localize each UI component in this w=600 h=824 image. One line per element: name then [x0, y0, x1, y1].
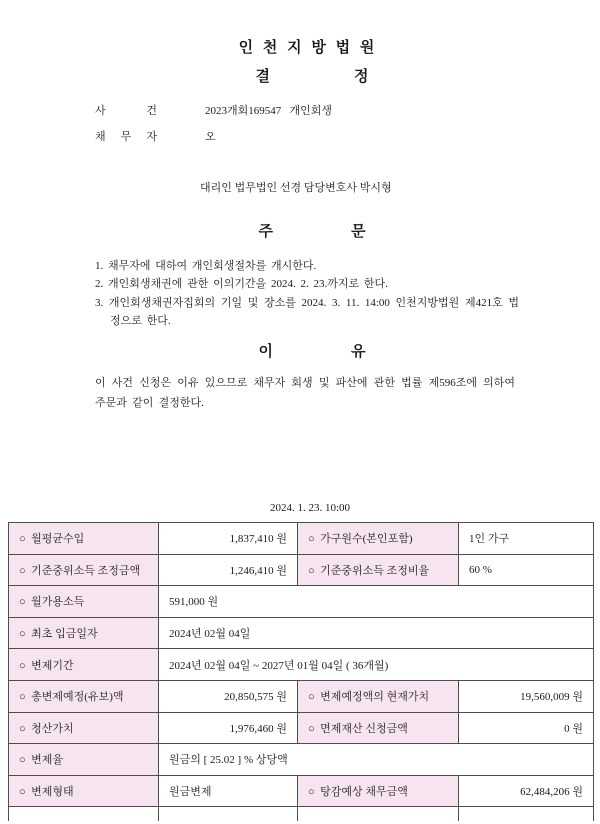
order-heading [12, 224, 600, 240]
row-label: ○ 최초 입금일자 [9, 617, 159, 649]
row-label: ○ 청산가치 [9, 712, 159, 744]
row-label: ○ 변제기간 [9, 649, 159, 681]
row-value: 1,837,410 원 [159, 523, 298, 555]
table-row-median-income-adjusted [9, 554, 594, 586]
row-cell [9, 807, 159, 821]
table-row-repayment-rate [9, 744, 594, 776]
row-label: ○ 월평균수입 [9, 523, 159, 555]
order-item-2: 2. 개인회생채권에 관한 이의기간을 2024. 2. 23.까지로 한다. [95, 278, 388, 291]
row-label: ○ 탕감예상 채무금액 [298, 775, 459, 807]
case-label: 사 건 [95, 105, 157, 117]
row-label: ○ 변제예정액의 현재가치 [298, 680, 459, 712]
row-value: 1,246,410 원 [159, 554, 298, 586]
doc-type-heading [12, 69, 600, 85]
order-item-3: 3. 개인회생채권자집회의 기일 및 장소를 2024. 3. 11. 14:00 인천지방법원 제421호 법정으로 한다. [95, 296, 519, 327]
table-row-total-planned-repayment [9, 680, 594, 712]
table-row-repayment-form [9, 775, 594, 807]
order-item-1: 1. 채무자에 대하여 개인회생절차를 개시한다. [95, 260, 317, 272]
court-name-text: 인 천 지 방 법 원 [238, 40, 378, 56]
table-row-repayment-period [9, 649, 594, 681]
table-row-liquidation-value [9, 712, 594, 744]
row-cell [159, 807, 298, 821]
row-value: 20,850,575 원 [159, 680, 298, 712]
debtor-row [95, 130, 216, 144]
row-cell [459, 807, 594, 821]
reason-body [95, 373, 515, 413]
debtor-name: 오 [205, 131, 216, 143]
row-label: ○ 가구원수(본인포함) [298, 523, 459, 555]
row-value: 2024년 02월 04일 [159, 617, 594, 649]
row-label: ○ 기준중위소득 조정금액 [9, 554, 159, 586]
reason-text: 이 사건 신청은 이유 있으므로 채무자 회생 및 파산에 관한 법률 제596조에 의하여 주문과 같이 결정한다. [95, 377, 515, 409]
row-value: 19,560,009 원 [459, 680, 594, 712]
table-row-monthly-income [9, 523, 594, 555]
row-value: 591,000 원 [159, 586, 594, 618]
decision-datetime: 2024. 1. 23. 10:00 [269, 502, 351, 514]
repayment-plan-table [8, 522, 594, 821]
row-cell [298, 807, 459, 821]
table-row-disposable-income [9, 586, 594, 618]
row-value: 60 % [459, 554, 594, 586]
row-label: ○ 총변제예정(유보)액 [9, 680, 159, 712]
row-label: ○ 월가용소득 [9, 586, 159, 618]
row-value: 원금변제 [159, 775, 298, 807]
row-value: 1,976,460 원 [159, 712, 298, 744]
case-number: 2023개회169547 개인회생 [205, 105, 333, 117]
doc-type-text: 결 정 [255, 69, 369, 85]
row-value: 2024년 02월 04일 ~ 2027년 01월 04일 ( 36개월) [159, 649, 594, 681]
row-value: 62,484,206 원 [459, 775, 594, 807]
table-row-clipped [9, 807, 594, 821]
table-row-first-deposit-date [9, 617, 594, 649]
row-value: 0 원 [459, 712, 594, 744]
reason-heading [12, 344, 600, 360]
row-value: 1인 가구 [459, 523, 594, 555]
order-heading-text: 주 문 [258, 224, 366, 240]
reason-heading-text: 이 유 [258, 344, 366, 360]
row-label: ○ 변제형태 [9, 775, 159, 807]
debtor-label: 채 무 자 [95, 131, 157, 143]
row-label: ○ 면제재산 신청금액 [298, 712, 459, 744]
row-value: 원금의 [ 25.02 ] % 상당액 [159, 744, 594, 776]
row-label: ○ 변제율 [9, 744, 159, 776]
order-items [95, 257, 519, 330]
row-label: ○ 기준중위소득 조정비율 [298, 554, 459, 586]
attorney-line: 대리인 법무법인 선경 담당변호사 박시형 [200, 182, 392, 194]
court-name [8, 40, 600, 56]
case-number-row [95, 104, 332, 118]
